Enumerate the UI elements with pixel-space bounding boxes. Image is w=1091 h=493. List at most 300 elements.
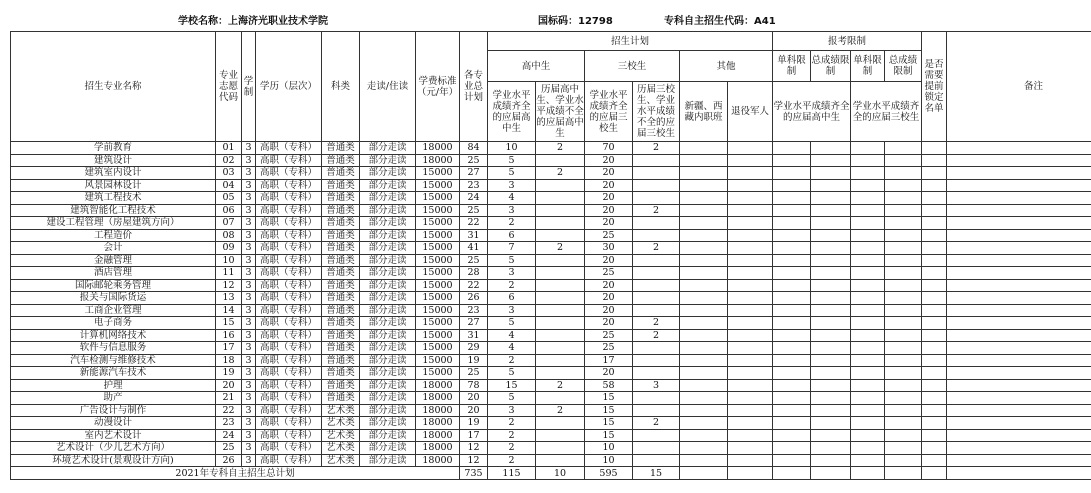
cell-xinjiang	[680, 304, 728, 317]
cell-xinjiang	[680, 379, 728, 392]
cell-total: 12	[460, 454, 488, 467]
cell-xinjiang	[680, 292, 728, 305]
cell-bk-limit	[773, 242, 811, 255]
cell-category: 普通类	[322, 254, 360, 267]
cell-boarding: 部分走读	[360, 454, 416, 467]
cell-years: 3	[242, 229, 256, 242]
cell-bk-limit-2	[851, 342, 885, 355]
table-row	[11, 304, 1091, 317]
cell-major-name: 新能源汽车技术	[11, 367, 216, 380]
cell-xinjiang	[680, 267, 728, 280]
cell-sxs-unqualified: 2	[633, 204, 680, 217]
cell-hs-unqualified: 2	[536, 404, 585, 417]
cell-total: 25	[460, 367, 488, 380]
table-row	[11, 392, 1091, 405]
cell-sxs-unqualified: 2	[633, 142, 680, 155]
cell-bk-limit	[773, 454, 811, 467]
cell-score-limit	[811, 292, 851, 305]
cell-score-limit	[811, 367, 851, 380]
cell-level: 高职（专科）	[256, 454, 322, 467]
total-hs2: 10	[536, 467, 585, 480]
cell-major-code: 08	[216, 229, 242, 242]
header-score-limit-2: 总成绩限制	[885, 51, 922, 82]
header-other-group: 其他	[680, 51, 773, 82]
cell-hs-unqualified	[536, 367, 585, 380]
cell-sxs-unqualified	[633, 267, 680, 280]
cell-xinjiang	[680, 442, 728, 455]
cell-level: 高职（专科）	[256, 379, 322, 392]
cell-category: 普通类	[322, 179, 360, 192]
cell-lock	[922, 254, 947, 267]
cell-fee: 15000	[416, 267, 460, 280]
cell-xinjiang	[680, 142, 728, 155]
cell-major-name: 建筑工程技术	[11, 192, 216, 205]
cell-sxs-unqualified	[633, 292, 680, 305]
cell-hs-unqualified	[536, 267, 585, 280]
cell-major-code: 14	[216, 304, 242, 317]
table-row	[11, 204, 1091, 217]
cell-category: 普通类	[322, 329, 360, 342]
cell-score-limit	[811, 304, 851, 317]
cell-hs-qualified: 5	[488, 167, 536, 180]
table-row	[11, 254, 1091, 267]
cell-major-name: 报关与国际货运	[11, 292, 216, 305]
header-bk-limit-2: 单科限制	[851, 51, 885, 82]
cell-major-name: 建设工程管理（房屋建筑方向）	[11, 217, 216, 230]
cell-lock	[922, 342, 947, 355]
cell-boarding: 部分走读	[360, 417, 416, 430]
cell-veterans	[728, 267, 773, 280]
cell-major-code: 04	[216, 179, 242, 192]
cell-hs-unqualified	[536, 354, 585, 367]
header-hs-limit-note: 学业水平成绩齐全的应届高中生	[773, 82, 851, 142]
total-lock	[922, 467, 947, 480]
cell-bk-limit	[773, 379, 811, 392]
cell-total: 41	[460, 242, 488, 255]
cell-bk-limit	[773, 317, 811, 330]
total-hs1: 115	[488, 467, 536, 480]
header-remarks: 备注	[947, 32, 1091, 142]
cell-total: 29	[460, 342, 488, 355]
cell-major-name: 酒店管理	[11, 267, 216, 280]
cell-major-code: 15	[216, 317, 242, 330]
cell-sxs-qualified: 25	[585, 229, 633, 242]
cell-score-limit	[811, 342, 851, 355]
cell-fee: 18000	[416, 454, 460, 467]
cell-bk-limit	[773, 229, 811, 242]
cell-major-name: 会计	[11, 242, 216, 255]
cell-sxs-qualified: 25	[585, 267, 633, 280]
cell-bk-limit-2	[851, 229, 885, 242]
cell-level: 高职（专科）	[256, 392, 322, 405]
header-fee: 学费标准（元/年）	[416, 32, 460, 142]
cell-major-code: 19	[216, 367, 242, 380]
cell-bk-limit-2	[851, 254, 885, 267]
cell-hs-qualified: 2	[488, 354, 536, 367]
cell-bk-limit	[773, 142, 811, 155]
header-bk-limit: 单科限制	[773, 51, 811, 82]
cell-fee: 18000	[416, 442, 460, 455]
cell-sxs-qualified: 58	[585, 379, 633, 392]
header-sxs-limit-note: 学业水平成绩齐全的应届三校生	[851, 82, 922, 142]
cell-bk-limit	[773, 354, 811, 367]
cell-hs-qualified: 2	[488, 279, 536, 292]
table-row	[11, 229, 1091, 242]
enrollment-plan-table	[10, 31, 1091, 480]
cell-boarding: 部分走读	[360, 167, 416, 180]
cell-major-code: 11	[216, 267, 242, 280]
table-row	[11, 179, 1091, 192]
cell-category: 普通类	[322, 229, 360, 242]
cell-lock	[922, 142, 947, 155]
cell-xinjiang	[680, 242, 728, 255]
cell-score-limit-2	[885, 454, 922, 467]
header-total: 各专业总计划	[460, 32, 488, 142]
cell-fee: 15000	[416, 354, 460, 367]
cell-major-code: 12	[216, 279, 242, 292]
cell-hs-qualified: 4	[488, 192, 536, 205]
cell-bk-limit	[773, 279, 811, 292]
cell-fee: 15000	[416, 367, 460, 380]
cell-bk-limit	[773, 154, 811, 167]
cell-xinjiang	[680, 317, 728, 330]
cell-bk-limit-2	[851, 142, 885, 155]
cell-remarks	[947, 342, 1091, 355]
cell-score-limit-2	[885, 154, 922, 167]
cell-boarding: 部分走读	[360, 254, 416, 267]
cell-xinjiang	[680, 392, 728, 405]
cell-years: 3	[242, 192, 256, 205]
cell-lock	[922, 204, 947, 217]
cell-bk-limit	[773, 342, 811, 355]
cell-remarks	[947, 192, 1091, 205]
cell-sxs-qualified: 15	[585, 404, 633, 417]
cell-sxs-unqualified	[633, 179, 680, 192]
cell-years: 3	[242, 167, 256, 180]
cell-hs-unqualified	[536, 217, 585, 230]
cell-veterans	[728, 442, 773, 455]
cell-remarks	[947, 204, 1091, 217]
table-body	[11, 142, 1091, 467]
cell-score-limit-2	[885, 329, 922, 342]
cell-bk-limit	[773, 417, 811, 430]
cell-hs-unqualified	[536, 204, 585, 217]
cell-hs-qualified: 3	[488, 404, 536, 417]
cell-bk-limit	[773, 304, 811, 317]
cell-lock	[922, 379, 947, 392]
cell-score-limit-2	[885, 317, 922, 330]
cell-lock	[922, 454, 947, 467]
cell-major-code: 24	[216, 429, 242, 442]
cell-score-limit-2	[885, 342, 922, 355]
cell-total: 24	[460, 192, 488, 205]
cell-xinjiang	[680, 179, 728, 192]
cell-major-name: 动漫设计	[11, 417, 216, 430]
cell-score-limit	[811, 429, 851, 442]
cell-major-code: 06	[216, 204, 242, 217]
cell-major-name: 艺术设计（少儿艺术方向）	[11, 442, 216, 455]
cell-remarks	[947, 392, 1091, 405]
cell-total: 22	[460, 217, 488, 230]
cell-bk-limit	[773, 404, 811, 417]
cell-score-limit-2	[885, 392, 922, 405]
cell-bk-limit-2	[851, 279, 885, 292]
cell-hs-unqualified	[536, 279, 585, 292]
cell-total: 25	[460, 204, 488, 217]
cell-level: 高职（专科）	[256, 417, 322, 430]
cell-xinjiang	[680, 329, 728, 342]
cell-bk-limit-2	[851, 154, 885, 167]
cell-remarks	[947, 217, 1091, 230]
cell-fee: 18000	[416, 429, 460, 442]
cell-veterans	[728, 254, 773, 267]
cell-sxs-qualified: 20	[585, 217, 633, 230]
cell-fee: 15000	[416, 254, 460, 267]
cell-sxs-unqualified: 2	[633, 242, 680, 255]
cell-sxs-qualified: 15	[585, 392, 633, 405]
cell-sxs-qualified: 25	[585, 342, 633, 355]
cell-lock	[922, 417, 947, 430]
table-row	[11, 142, 1091, 155]
cell-boarding: 部分走读	[360, 154, 416, 167]
cell-hs-qualified: 5	[488, 367, 536, 380]
cell-major-code: 17	[216, 342, 242, 355]
cell-boarding: 部分走读	[360, 179, 416, 192]
cell-score-limit	[811, 142, 851, 155]
cell-sxs-unqualified	[633, 167, 680, 180]
cell-lock	[922, 392, 947, 405]
cell-total: 20	[460, 404, 488, 417]
cell-hs-qualified: 2	[488, 454, 536, 467]
cell-major-name: 助产	[11, 392, 216, 405]
cell-total: 84	[460, 142, 488, 155]
table-row	[11, 192, 1091, 205]
table-row	[11, 167, 1091, 180]
cell-major-code: 07	[216, 217, 242, 230]
cell-sxs-unqualified	[633, 354, 680, 367]
header-level: 学历（层次）	[256, 32, 322, 142]
cell-lock	[922, 429, 947, 442]
cell-total: 22	[460, 279, 488, 292]
cell-major-name: 工程造价	[11, 229, 216, 242]
cell-veterans	[728, 329, 773, 342]
cell-years: 3	[242, 204, 256, 217]
cell-lock	[922, 154, 947, 167]
table-row	[11, 404, 1091, 417]
cell-veterans	[728, 179, 773, 192]
cell-score-limit-2	[885, 404, 922, 417]
cell-veterans	[728, 217, 773, 230]
cell-boarding: 部分走读	[360, 342, 416, 355]
cell-sxs-qualified: 20	[585, 304, 633, 317]
cell-boarding: 部分走读	[360, 392, 416, 405]
cell-hs-unqualified	[536, 454, 585, 467]
cell-lock	[922, 329, 947, 342]
total-label: 2021年专科自主招生总计划	[11, 467, 460, 480]
cell-veterans	[728, 392, 773, 405]
total-score-limit-2	[885, 467, 922, 480]
cell-level: 高职（专科）	[256, 229, 322, 242]
cell-score-limit	[811, 204, 851, 217]
cell-hs-unqualified	[536, 192, 585, 205]
cell-xinjiang	[680, 354, 728, 367]
cell-veterans	[728, 404, 773, 417]
cell-major-name: 电子商务	[11, 317, 216, 330]
cell-remarks	[947, 154, 1091, 167]
cell-sxs-unqualified	[633, 192, 680, 205]
cell-lock	[922, 179, 947, 192]
cell-level: 高职（专科）	[256, 342, 322, 355]
cell-years: 3	[242, 254, 256, 267]
cell-bk-limit-2	[851, 292, 885, 305]
cell-boarding: 部分走读	[360, 242, 416, 255]
cell-category: 普通类	[322, 317, 360, 330]
cell-fee: 15000	[416, 192, 460, 205]
cell-years: 3	[242, 342, 256, 355]
cell-hs-unqualified	[536, 329, 585, 342]
table-row	[11, 342, 1091, 355]
cell-total: 31	[460, 329, 488, 342]
cell-years: 3	[242, 292, 256, 305]
cell-bk-limit	[773, 392, 811, 405]
cell-sxs-unqualified	[633, 442, 680, 455]
cell-sxs-qualified: 20	[585, 204, 633, 217]
cell-score-limit	[811, 404, 851, 417]
cell-major-code: 10	[216, 254, 242, 267]
cell-xinjiang	[680, 154, 728, 167]
cell-fee: 15000	[416, 342, 460, 355]
cell-score-limit-2	[885, 229, 922, 242]
cell-xinjiang	[680, 217, 728, 230]
header-lock: 是否需要提前锁定名单	[922, 32, 947, 142]
cell-boarding: 部分走读	[360, 329, 416, 342]
cell-years: 3	[242, 142, 256, 155]
cell-major-code: 05	[216, 192, 242, 205]
cell-remarks	[947, 429, 1091, 442]
cell-score-limit-2	[885, 204, 922, 217]
document-header	[0, 10, 1091, 26]
cell-hs-unqualified	[536, 342, 585, 355]
cell-major-name: 建筑智能化工程技术	[11, 204, 216, 217]
cell-sxs-qualified: 25	[585, 329, 633, 342]
cell-major-name: 护理	[11, 379, 216, 392]
cell-bk-limit	[773, 442, 811, 455]
cell-score-limit-2	[885, 192, 922, 205]
cell-total: 31	[460, 229, 488, 242]
cell-xinjiang	[680, 417, 728, 430]
cell-level: 高职（专科）	[256, 279, 322, 292]
cell-total: 19	[460, 417, 488, 430]
cell-fee: 18000	[416, 417, 460, 430]
cell-years: 3	[242, 267, 256, 280]
cell-major-code: 03	[216, 167, 242, 180]
cell-veterans	[728, 154, 773, 167]
table-row	[11, 242, 1091, 255]
cell-sxs-qualified: 20	[585, 317, 633, 330]
cell-category: 普通类	[322, 192, 360, 205]
cell-hs-qualified: 5	[488, 392, 536, 405]
cell-category: 艺术类	[322, 404, 360, 417]
cell-years: 3	[242, 429, 256, 442]
cell-veterans	[728, 142, 773, 155]
cell-hs-unqualified: 2	[536, 242, 585, 255]
cell-major-name: 建筑室内设计	[11, 167, 216, 180]
cell-bk-limit-2	[851, 417, 885, 430]
cell-score-limit-2	[885, 242, 922, 255]
cell-lock	[922, 404, 947, 417]
header-sxs-group: 三校生	[585, 51, 680, 82]
cell-score-limit-2	[885, 179, 922, 192]
cell-score-limit-2	[885, 367, 922, 380]
cell-hs-qualified: 2	[488, 442, 536, 455]
header-category: 科类	[322, 32, 360, 142]
cell-score-limit	[811, 442, 851, 455]
cell-lock	[922, 354, 947, 367]
cell-veterans	[728, 304, 773, 317]
cell-xinjiang	[680, 367, 728, 380]
cell-bk-limit-2	[851, 242, 885, 255]
table-row	[11, 379, 1091, 392]
cell-major-name: 广告设计与制作	[11, 404, 216, 417]
table-row	[11, 442, 1091, 455]
cell-veterans	[728, 417, 773, 430]
cell-years: 3	[242, 329, 256, 342]
cell-level: 高职（专科）	[256, 367, 322, 380]
header-years: 学制	[242, 32, 256, 142]
cell-lock	[922, 217, 947, 230]
header-major-code: 专业志愿代码	[216, 32, 242, 142]
cell-bk-limit	[773, 179, 811, 192]
cell-fee: 15000	[416, 179, 460, 192]
cell-major-name: 计算机网络技术	[11, 329, 216, 342]
total-veterans	[728, 467, 773, 480]
cell-bk-limit-2	[851, 204, 885, 217]
cell-fee: 18000	[416, 379, 460, 392]
cell-sxs-unqualified	[633, 154, 680, 167]
cell-category: 普通类	[322, 242, 360, 255]
cell-total: 25	[460, 254, 488, 267]
table-row	[11, 354, 1091, 367]
cell-years: 3	[242, 154, 256, 167]
cell-score-limit-2	[885, 379, 922, 392]
cell-bk-limit-2	[851, 442, 885, 455]
cell-xinjiang	[680, 192, 728, 205]
cell-years: 3	[242, 354, 256, 367]
cell-major-code: 25	[216, 442, 242, 455]
cell-remarks	[947, 417, 1091, 430]
cell-total: 20	[460, 392, 488, 405]
cell-level: 高职（专科）	[256, 142, 322, 155]
cell-veterans	[728, 242, 773, 255]
cell-category: 艺术类	[322, 454, 360, 467]
cell-sxs-qualified: 20	[585, 167, 633, 180]
cell-score-limit-2	[885, 267, 922, 280]
cell-score-limit	[811, 254, 851, 267]
cell-veterans	[728, 204, 773, 217]
cell-sxs-qualified: 15	[585, 429, 633, 442]
cell-hs-unqualified: 2	[536, 142, 585, 155]
cell-bk-limit-2	[851, 304, 885, 317]
cell-major-code: 18	[216, 354, 242, 367]
cell-veterans	[728, 342, 773, 355]
cell-level: 高职（专科）	[256, 254, 322, 267]
cell-category: 普通类	[322, 342, 360, 355]
cell-bk-limit-2	[851, 217, 885, 230]
cell-remarks	[947, 329, 1091, 342]
cell-bk-limit-2	[851, 192, 885, 205]
cell-hs-qualified: 4	[488, 342, 536, 355]
cell-remarks	[947, 167, 1091, 180]
